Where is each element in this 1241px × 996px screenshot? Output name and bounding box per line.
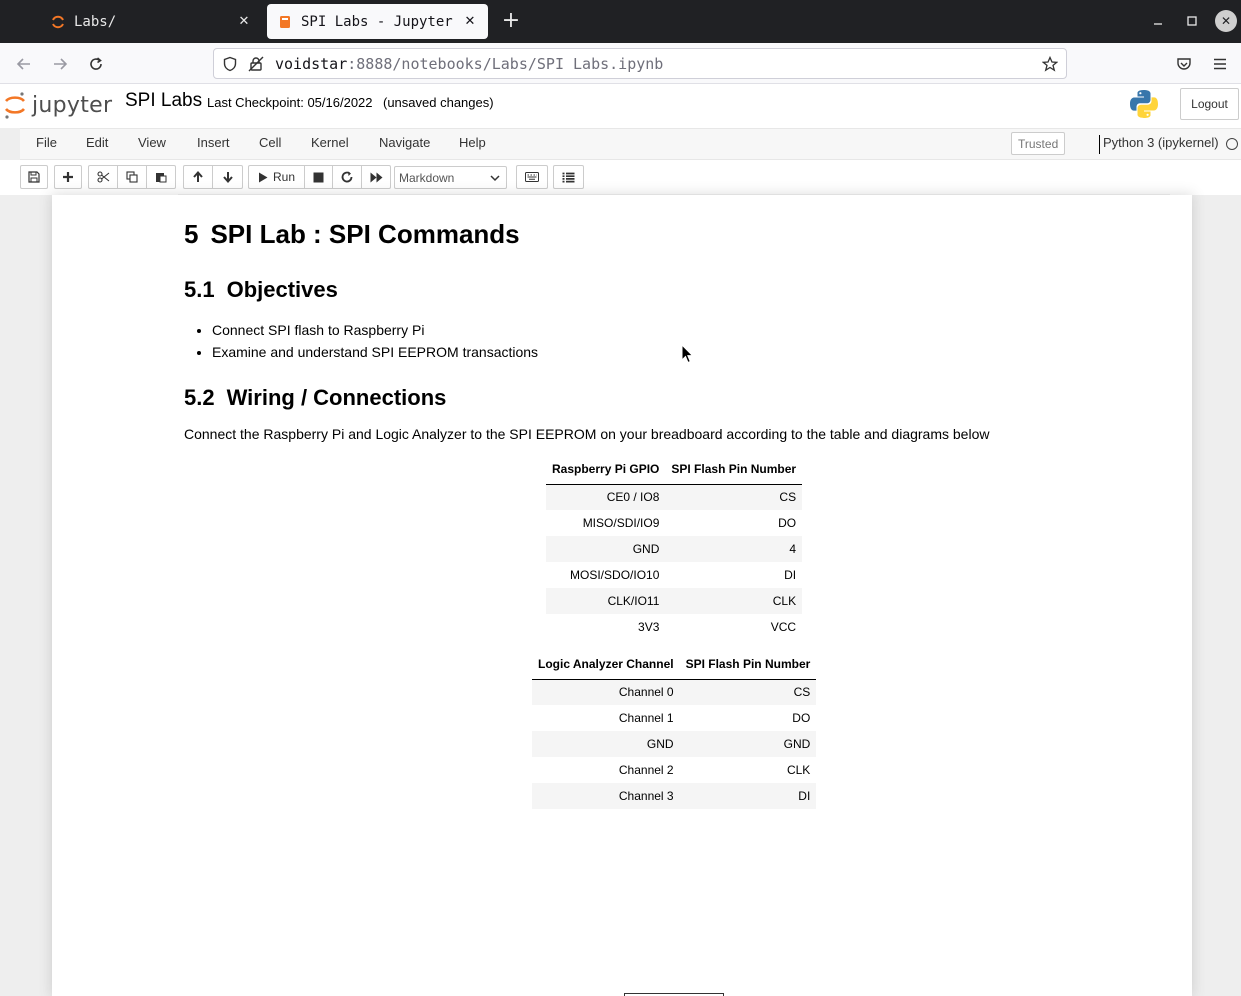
move-down-button[interactable] [213, 165, 243, 189]
table-row [546, 484, 802, 510]
browser-nav-bar [0, 43, 1241, 84]
table-row [546, 614, 802, 640]
hamburger-menu-icon[interactable] [1208, 52, 1232, 76]
table-cell: 4 [665, 536, 802, 562]
jupyter-logo-text: jupyter [32, 92, 113, 118]
menu-view[interactable]: View [138, 135, 166, 150]
logic-analyzer-wiring-table [532, 649, 816, 809]
objectives-heading [184, 277, 338, 303]
menu-kernel[interactable]: Kernel [311, 135, 349, 150]
forward-arrow-icon[interactable] [48, 52, 72, 76]
reload-icon[interactable] [84, 52, 108, 76]
minimize-icon[interactable] [1147, 10, 1169, 32]
url-text[interactable] [275, 55, 663, 73]
notebook-name[interactable]: SPI Labs [125, 90, 203, 111]
jupyter-logo[interactable] [4, 88, 114, 122]
jupyter-header [0, 84, 1241, 128]
pocket-icon[interactable] [1172, 52, 1196, 76]
copy-button[interactable] [118, 165, 147, 189]
table-header: Raspberry Pi GPIO [546, 454, 665, 484]
mouse-cursor-icon [681, 344, 695, 364]
stop-icon [313, 172, 324, 183]
section-title: Objectives [226, 277, 338, 302]
table-cell: Channel 1 [618, 711, 674, 725]
menu-file[interactable]: File [36, 135, 57, 150]
kernel-idle-indicator-icon [1226, 138, 1238, 150]
notebook-favicon-icon [277, 14, 293, 30]
section-number: 5 [184, 219, 199, 249]
table-cell: DO [792, 711, 811, 725]
paste-button[interactable] [147, 165, 176, 189]
browser-tab-labs[interactable] [40, 4, 262, 39]
run-button[interactable] [248, 165, 305, 189]
table-of-contents-button[interactable] [553, 165, 584, 189]
table-row [532, 731, 816, 757]
table-header: Logic Analyzer Channel [532, 649, 680, 679]
table-cell: DO [778, 516, 797, 530]
table-cell: VCC [770, 620, 797, 634]
insert-cell-button[interactable] [54, 165, 82, 189]
kernel-separator [1099, 135, 1100, 154]
restart-icon [341, 171, 353, 183]
notebook-toolbar [0, 160, 1241, 195]
table-cell: DI [784, 568, 797, 582]
bookmark-star-icon[interactable] [1042, 56, 1058, 72]
restart-run-all-button[interactable] [362, 165, 391, 189]
cell-type-value: Markdown [399, 170, 455, 185]
menu-help[interactable]: Help [459, 135, 486, 150]
table-cell: Channel 0 [532, 679, 680, 705]
table-header: SPI Flash Pin Number [680, 649, 817, 679]
table-row [546, 536, 802, 562]
objectives-list [184, 319, 538, 363]
logout-button[interactable]: Logout [1180, 88, 1239, 120]
cut-button[interactable] [88, 165, 118, 189]
list-item: • Connect SPI flash to Raspberry Pi [212, 319, 538, 341]
python-logo-icon [1128, 88, 1160, 120]
interrupt-button[interactable] [305, 165, 333, 189]
menu-insert[interactable]: Insert [197, 135, 230, 150]
trusted-indicator[interactable]: Trusted [1011, 132, 1065, 155]
wiring-heading [184, 385, 446, 411]
table-cell: MISO/SDI/IO9 [582, 516, 660, 530]
table-cell: Channel 3 [532, 783, 680, 809]
maximize-icon[interactable] [1181, 10, 1203, 32]
table-row [532, 783, 816, 809]
keyboard-icon [525, 172, 539, 182]
section-number: 5.1 [184, 277, 215, 302]
table-cell: 3V3 [638, 620, 660, 634]
wiring-paragraph: Connect the Raspberry Pi and Logic Analyzer to the SPI EEPROM on your breadboard according to the table and diagrams below [184, 426, 990, 442]
command-palette-button[interactable] [516, 165, 548, 189]
table-cell: GND [546, 536, 665, 562]
table-cell: DI [680, 783, 817, 809]
menu-cell[interactable]: Cell [259, 135, 282, 150]
table-cell: CS [665, 484, 802, 510]
kernel-name[interactable]: Python 3 (ipykernel) [1103, 135, 1219, 150]
table-row [546, 510, 802, 536]
chevron-down-icon [490, 173, 500, 183]
list-icon [562, 172, 575, 183]
checkpoint-status: Last Checkpoint: 05/16/2022 [207, 95, 373, 110]
tab-title: Labs/ [74, 13, 117, 30]
lock-insecure-icon[interactable] [248, 56, 264, 72]
table-row [532, 757, 816, 783]
play-icon [258, 172, 268, 183]
browser-tab-spi-labs[interactable] [267, 4, 488, 39]
scissors-icon [97, 171, 110, 183]
table-cell: CLK [786, 763, 811, 777]
table-header: SPI Flash Pin Number [665, 454, 802, 484]
toolbar-divider [178, 194, 1170, 195]
section-heading [184, 219, 520, 250]
table-cell: GND [680, 731, 817, 757]
save-icon [28, 171, 40, 183]
section-number: 5.2 [184, 385, 215, 410]
table-row [546, 588, 802, 614]
notebook-menubar [20, 128, 1241, 160]
restart-button[interactable] [333, 165, 362, 189]
menu-edit[interactable]: Edit [86, 135, 109, 150]
table-cell: MOSI/SDO/IO10 [570, 568, 660, 582]
shield-icon[interactable] [222, 56, 238, 72]
table-row [546, 562, 802, 588]
close-icon[interactable]: ✕ [238, 14, 250, 29]
jupyter-favicon-icon [50, 14, 66, 30]
move-up-button[interactable] [183, 165, 213, 189]
arrow-down-icon [222, 171, 234, 183]
table-cell: GND [532, 731, 680, 757]
jupyter-logo-icon [4, 90, 26, 120]
close-icon[interactable]: ✕ [464, 14, 476, 29]
new-tab-plus-icon[interactable]: + [501, 8, 521, 33]
back-arrow-icon[interactable] [12, 52, 36, 76]
paste-icon [155, 171, 167, 183]
copy-icon [126, 171, 138, 183]
table-cell: CE0 / IO8 [546, 484, 665, 510]
list-item: • Examine and understand SPI EEPROM transactions [212, 341, 538, 363]
plus-icon [62, 171, 74, 183]
table-cell: CS [680, 679, 817, 705]
section-title: SPI Lab : SPI Commands [210, 219, 520, 249]
tab-title: SPI Labs - Jupyter [301, 13, 453, 30]
address-bar[interactable] [213, 48, 1067, 79]
url-host: voidstar [275, 55, 348, 73]
table-cell: CLK/IO11 [546, 588, 665, 614]
run-label: Run [272, 170, 295, 184]
save-button[interactable] [20, 165, 48, 189]
menu-navigate[interactable]: Navigate [379, 135, 431, 150]
gpio-wiring-table [546, 454, 802, 640]
table-cell: Channel 2 [618, 763, 674, 777]
table-cell: CLK [665, 588, 802, 614]
section-title: Wiring / Connections [226, 385, 447, 410]
cell-type-select[interactable] [394, 166, 507, 189]
table-header-row [532, 649, 816, 679]
table-header-row [546, 454, 802, 484]
url-path: :8888/notebooks/Labs/SPI Labs.ipynb [347, 55, 664, 73]
table-row [532, 679, 816, 705]
window-close-icon[interactable]: ✕ [1215, 10, 1237, 32]
arrow-up-icon [192, 171, 204, 183]
unsaved-indicator: (unsaved changes) [383, 95, 494, 110]
browser-tab-bar [0, 0, 1241, 43]
table-row [532, 705, 816, 731]
fast-forward-icon [370, 172, 383, 183]
